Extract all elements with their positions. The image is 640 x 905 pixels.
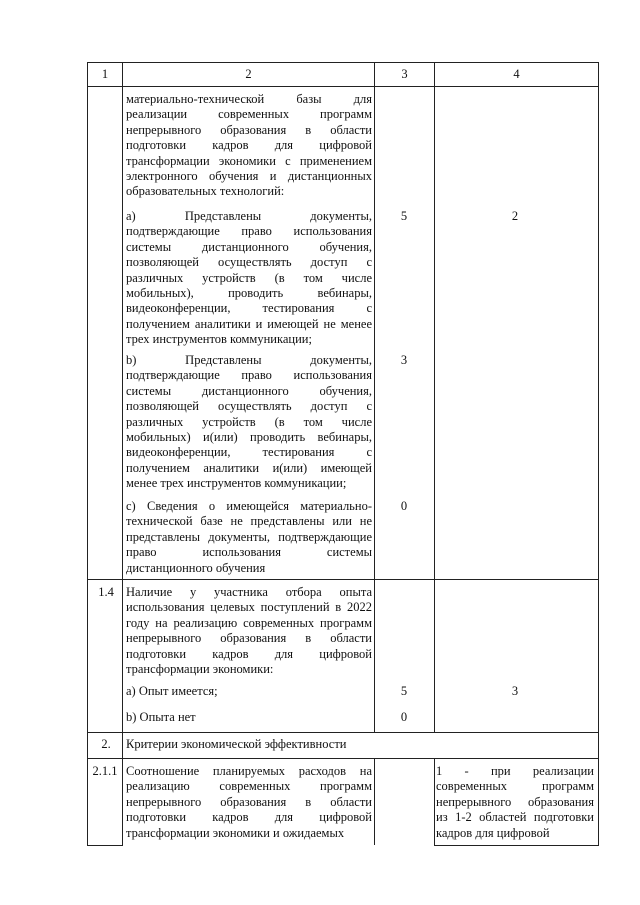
option-a-score: 5 [400, 684, 408, 698]
header-col-1: 1 [101, 67, 109, 81]
criterion-intro-text: материально-технической базы для реализации современных программ непрерывного образования в области подготовки кадров для цифровой трансформации экономики с применением электронного обучения и дистанционных образовательных технологий: [126, 92, 372, 199]
row-divider [87, 732, 599, 733]
row-bottom-edge [87, 845, 123, 846]
row-number: 2. [101, 737, 111, 751]
column-divider-1 [122, 62, 123, 845]
section-heading: Критерии экономической эффективности [126, 737, 347, 751]
option-a-text: a) Опыт имеется; [126, 684, 218, 698]
header-col-4: 4 [513, 67, 520, 81]
row-divider [87, 758, 599, 759]
table-border-right [598, 62, 599, 845]
option-b-text: b) Опыта нет [126, 710, 196, 724]
header-col-2: 2 [245, 67, 252, 81]
row-number: 1.4 [98, 585, 114, 599]
column-divider-3 [434, 758, 435, 845]
option-c-score: 0 [400, 499, 408, 513]
row-divider [87, 579, 599, 580]
scoring-rule-text: 1 - при реализации современных программ непрерывного образования из 1-2 областей подготовки кадров для цифровой [436, 764, 594, 840]
option-b-text: b) Представлены документы, подтверждающие право использования системы дистанционного обучения, позволяющей осуществлять доступ с различных устройств (в том числе мобильных) и(или) проводить вебинары, видеоконференции, тестирования с получением аналитики и(или) имеющей менее трех инструментов коммуникации; [126, 353, 372, 491]
option-a-score: 5 [400, 209, 408, 223]
row-number: 2.1.1 [92, 764, 118, 778]
criterion-weight: 2 [511, 209, 519, 223]
option-b-score: 3 [400, 353, 408, 367]
option-c-text: c) Сведения о имеющейся материально-технической базе не представлены или не представлены документы, подтверждающие право использования системы дистанционного обучения [126, 499, 372, 575]
column-divider-2 [374, 62, 375, 732]
row-bottom-edge [434, 845, 599, 846]
criterion-weight: 3 [511, 684, 519, 698]
option-b-score: 0 [400, 710, 408, 724]
column-divider-3 [434, 62, 435, 732]
table-border-left [87, 62, 88, 845]
criterion-text: Соотношение планируемых расходов на реализацию современных программ непрерывного образования в области подготовки кадров для цифровой трансформации экономики и ожидаемых [126, 764, 372, 840]
header-row-divider [87, 86, 599, 87]
column-divider-2 [374, 758, 375, 845]
header-col-3: 3 [401, 67, 408, 81]
criterion-intro-text: Наличие у участника отбора опыта использования целевых поступлений в 2022 году на реализацию современных программ непрерывного образования в области подготовки кадров для цифровой трансформации экономики: [126, 585, 372, 677]
option-a-text: a) Представлены документы, подтверждающие право использования системы дистанционного обучения, позволяющей осуществлять доступ с различных устройств (в том числе мобильных), проводить вебинары, видеоконференции, тестирования с получением аналитики и имеющей не менее трех инструментов коммуникации; [126, 209, 372, 347]
